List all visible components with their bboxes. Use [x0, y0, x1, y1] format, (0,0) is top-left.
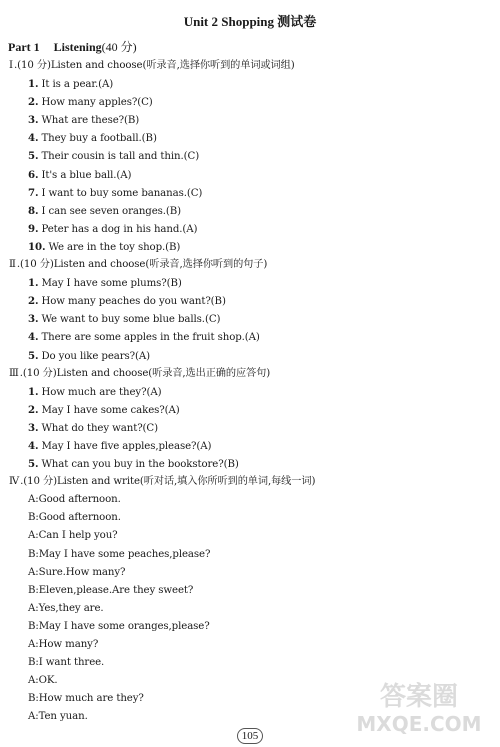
question-item [0, 310, 500, 328]
item-number: 4. [28, 132, 39, 145]
section-heading [0, 365, 500, 383]
section-number: Ⅰ [9, 60, 13, 71]
line-text: They buy a football.(B) [41, 133, 157, 145]
question-item [0, 147, 500, 165]
line-text: I can see seven oranges.(B) [41, 205, 182, 217]
item-number: 5. [28, 349, 39, 362]
line-text: .(10 分)Listen and choose(听录音,选择你听到的句子) [16, 259, 268, 271]
line-text: A:OK. [28, 675, 58, 687]
item-number: 3. [28, 421, 39, 434]
question-item [0, 401, 500, 419]
item-number: 1. [28, 78, 39, 91]
line-text: A:Can I help you? [28, 530, 118, 542]
line-text: Do you like pears?(A) [41, 350, 151, 362]
part-score: (40 分) [101, 40, 137, 54]
dialogue-line [0, 564, 500, 582]
section-number: Ⅲ [9, 367, 19, 379]
line-text: A:Yes,they are. [28, 602, 104, 614]
line-text: May I have some cakes?(A) [41, 404, 180, 416]
line-text: May I have five apples,please?(A) [41, 440, 212, 452]
question-item [0, 455, 500, 473]
line-text: It's a blue ball.(A) [41, 169, 132, 181]
item-number: 3. [28, 114, 39, 127]
dialogue-line [0, 491, 500, 509]
line-text: A:How many? [28, 639, 99, 650]
section-heading [0, 256, 500, 274]
line-text: What can you buy in the bookstore?(B) [41, 459, 239, 471]
svg-text:MXQE.COM: MXQE.COM [356, 712, 482, 736]
section-number: Ⅱ [9, 259, 16, 271]
line-text: .(10 分)Listen and choose(听录音,选出正确的应答句) [19, 367, 271, 379]
line-text: What do they want?(C) [41, 422, 159, 434]
line-text: B:Eleven,please.Are they sweet? [28, 584, 194, 596]
line-text: It is a pear.(A) [41, 79, 114, 91]
line-text: Peter has a dog in his hand.(A) [41, 223, 198, 235]
section-heading [0, 473, 500, 491]
item-number: 2. [28, 403, 39, 416]
line-text: A:Good afternoon. [28, 494, 121, 506]
line-text: Their cousin is tall and thin.(C) [41, 151, 200, 163]
dialogue-line [0, 582, 500, 600]
item-number: 4. [28, 439, 39, 452]
line-text: B:How much are they? [28, 693, 144, 705]
question-item [0, 202, 500, 220]
question-item [0, 111, 500, 129]
dialogue-line [0, 546, 500, 564]
line-text: There are some apples in the fruit shop.(A) [41, 332, 260, 344]
page-footer [0, 724, 500, 744]
page-title: Unit 2 Shopping 测试卷 [183, 14, 317, 29]
question-item [0, 437, 500, 455]
question-item [0, 238, 500, 256]
question-item [0, 347, 500, 365]
line-text: A:Ten yuan. [28, 711, 88, 723]
page-number: 105 [237, 728, 264, 744]
question-item [0, 383, 500, 401]
line-text: B:Good afternoon. [28, 512, 121, 524]
item-number: 1. [28, 277, 39, 290]
line-text: What are these?(B) [41, 115, 140, 127]
question-item [0, 129, 500, 147]
line-text: We are in the toy shop.(B) [48, 241, 181, 253]
line-text: A:Sure.How many? [28, 566, 126, 578]
line-text: How many apples?(C) [41, 97, 153, 109]
section-heading [0, 57, 500, 75]
item-number: 2. [28, 295, 39, 308]
dialogue-line [0, 600, 500, 618]
item-number: 9. [28, 222, 39, 235]
item-number: 5. [28, 150, 39, 163]
item-number: 7. [28, 186, 39, 199]
item-number: 5. [28, 458, 39, 471]
dialogue-line [0, 636, 500, 654]
line-text: .(10 分)Listen and choose(听录音,选择你听到的单词或词组) [13, 60, 295, 71]
line-text: We want to buy some blue balls.(C) [41, 314, 221, 326]
dialogue-line [0, 690, 500, 708]
dialogue-line [0, 527, 500, 545]
dialogue-line [0, 672, 500, 690]
line-text: B:May I have some peaches,please? [28, 548, 211, 560]
item-number: 1. [28, 385, 39, 398]
line-text: I want to buy some bananas.(C) [41, 187, 203, 199]
question-item [0, 292, 500, 310]
line-text: May I have some plums?(B) [41, 278, 182, 290]
item-number: 8. [28, 204, 39, 217]
item-number: 4. [28, 331, 39, 344]
dialogue-line [0, 509, 500, 527]
dialogue-line [0, 618, 500, 636]
part-label: Part 1 [8, 40, 40, 54]
question-list [0, 57, 500, 726]
line-text: .(10 分)Listen and write(听对话,填入你所听到的单词,每线一词) [20, 476, 316, 488]
line-text: How much are they?(A) [41, 386, 162, 398]
section-number: Ⅳ [9, 476, 20, 488]
question-item [0, 93, 500, 111]
part-name: Listening [53, 40, 102, 54]
question-item [0, 419, 500, 437]
question-item [0, 220, 500, 238]
line-text: B:I want three. [28, 657, 105, 669]
question-item [0, 166, 500, 184]
question-item [0, 75, 500, 93]
item-number: 10. [28, 240, 46, 253]
dialogue-line [0, 654, 500, 672]
item-number: 2. [28, 96, 39, 109]
line-text: B:May I have some oranges,please? [28, 620, 210, 632]
item-number: 6. [28, 168, 39, 181]
question-item [0, 328, 500, 346]
line-text: How many peaches do you want?(B) [41, 296, 226, 308]
part-heading [8, 38, 137, 55]
question-item [0, 184, 500, 202]
svg-text:答案圈: 答案圈 [379, 682, 459, 712]
question-item [0, 274, 500, 292]
item-number: 3. [28, 313, 39, 326]
